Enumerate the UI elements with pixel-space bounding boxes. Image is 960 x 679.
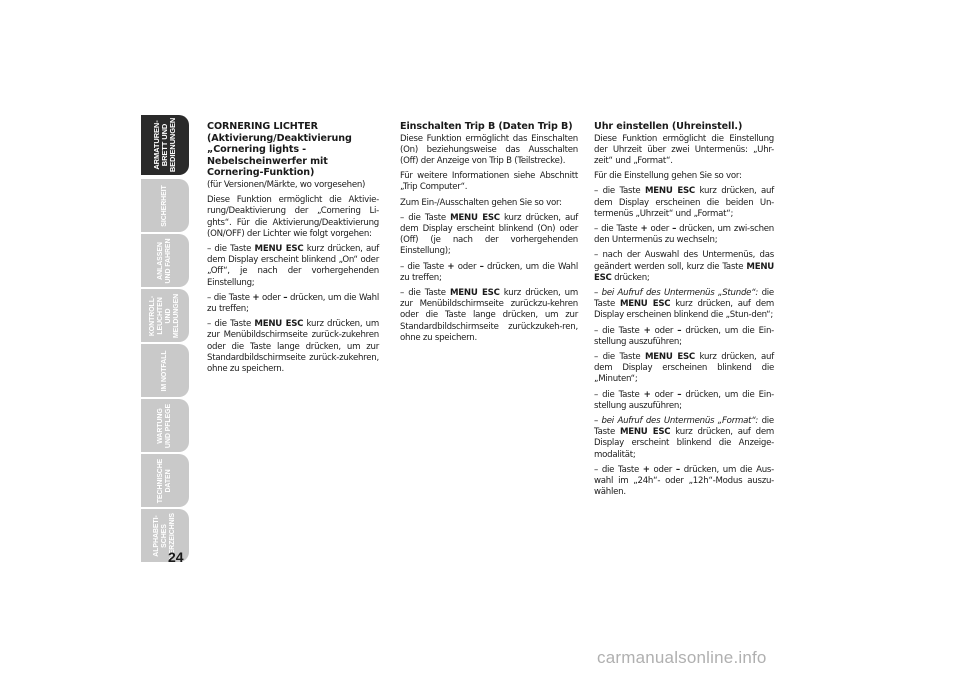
text: – die Taste <box>400 212 451 223</box>
paragraph: Für die Einstellung gehen Sie so vor: <box>594 171 742 182</box>
tab-label: WARTUNG UND PFLEGE <box>157 403 172 448</box>
column-clock-setting <box>594 121 774 502</box>
tab-armaturenbrett[interactable] <box>141 115 189 175</box>
step <box>594 352 774 386</box>
step <box>400 213 578 258</box>
page-number: 24 <box>168 549 184 565</box>
text: – die Taste <box>594 186 645 197</box>
tab-technische-daten[interactable] <box>141 454 189 507</box>
italic-text: – bei Aufruf des Untermenüs „Format“: <box>594 416 759 427</box>
minus-key: – <box>675 464 680 475</box>
step <box>207 319 379 375</box>
text: – die Taste <box>400 261 448 272</box>
key-name: MENU ESC <box>254 319 304 330</box>
minus-key: – <box>677 325 682 336</box>
step <box>594 250 774 284</box>
text: drücken, um die Aus-wahl im „24h“- oder „12h“-Modus auszu-wählen. <box>594 464 774 498</box>
text: drücken, um die Ein-stellung auszuführen; <box>594 325 774 347</box>
minus-key: – <box>283 292 288 303</box>
plus-key: + <box>642 464 650 475</box>
paragraph: Für weitere Informationen siehe Abschnitt „Trip Computer“. <box>400 171 578 193</box>
tab-label: TECHNISCHE DATEN <box>157 458 172 503</box>
text: oder <box>649 464 676 475</box>
text: – die Taste <box>594 325 644 336</box>
paragraph: Diese Funktion ermöglicht das Einschalten (On) beziehungsweise das Ausschalten (Off) der Anzeige von Trip B (Teilstrecke). <box>400 133 578 166</box>
text: – die Taste <box>207 319 255 330</box>
text: – die Taste <box>594 352 645 363</box>
italic-text: – bei Aufruf des Untermenüs „Stunde“: <box>594 288 759 299</box>
section-heading: Einschalten Trip B (Daten Trip B) <box>400 121 573 132</box>
text: kurz drücken, auf dem Display erscheint blinkend (On) oder (Off) (je nach der vorhergehenden Einstellung); <box>400 212 578 257</box>
text: kurz drücken, auf dem Display erscheint blinkend die Anzeige-modalität; <box>594 427 775 460</box>
text: oder <box>650 325 678 336</box>
plus-key: + <box>640 224 648 235</box>
text: – die Taste <box>594 464 643 475</box>
tab-label: ANLASSEN UND FAHREN <box>157 238 172 283</box>
tab-label: KONTROLL- LEUCHTEN UND MELDUNGEN <box>149 293 180 338</box>
step <box>594 465 774 499</box>
minus-key: – <box>672 224 677 235</box>
tab-kontrollleuchten[interactable] <box>141 289 189 342</box>
tab-label: IM NOTFALL <box>161 350 168 391</box>
tab-label: SICHERHEIT <box>161 184 168 227</box>
text: kurz drücken, um zur Menübildschirmseite zurück-zukehren oder die Taste lange drücken, um zur Standardbildschirmseite zurück-zukehren, ohne zu speichern. <box>207 319 380 375</box>
step <box>207 293 379 315</box>
paragraph: Zum Ein-/Ausschalten gehen Sie so vor: <box>400 197 562 208</box>
text: kurz drücken, um zur Menübildschirmseite zurückzu-kehren oder die Taste lange drücken, um zur Standardbildschirmseite zurückzukeh-ren, ohne zu speichern. <box>400 288 578 343</box>
tab-anlassen[interactable] <box>141 234 189 287</box>
text: drücken, um die Wahl zu treffen; <box>207 292 379 314</box>
plus-key: + <box>447 261 455 272</box>
step <box>594 326 774 348</box>
step <box>400 288 578 344</box>
text: – die Taste <box>594 224 641 235</box>
text: kurz drücken, auf dem Display erscheint blinkend „On“ oder „Off“, je nach der vorhergehenden Einstellung; <box>207 243 380 288</box>
text: – die Taste <box>594 389 644 400</box>
tab-label: ARMATUREN- BRETT UND BEDIENUNGEN <box>152 117 178 173</box>
text: oder <box>647 224 673 235</box>
text: die Taste <box>594 416 774 438</box>
text: kurz drücken, auf dem Display erscheinen blinkend die „Minuten“; <box>594 352 775 385</box>
tab-notfall[interactable] <box>141 344 189 397</box>
text: drücken; <box>611 272 650 283</box>
step <box>594 224 774 246</box>
text: – die Taste <box>207 243 255 254</box>
note: (für Versionen/Märkte, wo vorgesehen) <box>207 179 366 190</box>
step <box>594 416 774 461</box>
text: drücken, um zwi-schen den Untermenüs zu wechseln; <box>594 224 774 246</box>
tab-sicherheit[interactable] <box>141 179 189 232</box>
section-heading: CORNERING LICHTER (Aktivierung/Deaktivierung „Cornering lights - Nebelscheinwerfer mit Cornering-Funktion) <box>207 121 352 179</box>
intro-paragraph: Diese Funktion ermöglicht die Aktivie-rung/Deaktivierung der „Cornering Li-ghts“. Für die Aktivierung/Deaktivierung (ON/OFF) der Lichter wie folgt vorgehen: <box>207 195 379 239</box>
text: – die Taste <box>400 288 450 299</box>
column-trip-b <box>400 121 578 348</box>
key-name: MENU ESC <box>644 352 695 363</box>
key-name: MENU ESC <box>619 299 671 310</box>
step <box>594 390 774 412</box>
text: – die Taste <box>207 292 253 303</box>
key-name: MENU ESC <box>594 261 774 283</box>
minus-key: – <box>479 261 484 272</box>
watermark: carmanualsonline.info <box>597 648 767 667</box>
tab-label: ALPHABETI- SCHES VERZEICHNIS <box>153 512 176 559</box>
section-heading: Uhr einstellen (Uhreinstell.) <box>594 121 743 132</box>
key-name: MENU ESC <box>450 212 500 223</box>
text: kurz drücken, auf dem Display erscheinen die beiden Un-termenüs „Uhrzeit“ und „Format“; <box>594 186 775 219</box>
plus-key: + <box>643 325 651 336</box>
plus-key: + <box>643 389 651 400</box>
text: die Taste <box>594 288 774 310</box>
minus-key: – <box>677 389 682 400</box>
plus-key: + <box>252 292 260 303</box>
step <box>594 288 774 322</box>
tab-wartung[interactable] <box>141 399 189 452</box>
text: oder <box>454 261 480 272</box>
step <box>400 262 578 284</box>
key-name: MENU ESC <box>619 427 671 438</box>
column-cornering-lights <box>207 121 379 379</box>
chapter-tabs <box>141 115 189 564</box>
key-name: MENU ESC <box>644 186 695 197</box>
key-name: MENU ESC <box>254 243 304 254</box>
step <box>207 244 379 289</box>
text: – nach der Auswahl des Untermenüs, das geändert werden soll, kurz die Taste <box>594 250 774 272</box>
paragraph: Diese Funktion ermöglicht die Einstellung der Uhrzeit über zwei Untermenüs: „Uhr-zeit“ und „Format“. <box>594 133 774 166</box>
text: oder <box>650 389 678 400</box>
text: drücken, um die Ein-stellung auszuführen; <box>594 389 774 411</box>
step <box>594 186 774 220</box>
text: kurz drücken, auf dem Display erscheinen blinkend die „Stun-den“; <box>594 299 775 321</box>
text: drücken, um die Wahl zu treffen; <box>400 261 578 283</box>
key-name: MENU ESC <box>449 288 500 299</box>
text: oder <box>259 292 284 303</box>
